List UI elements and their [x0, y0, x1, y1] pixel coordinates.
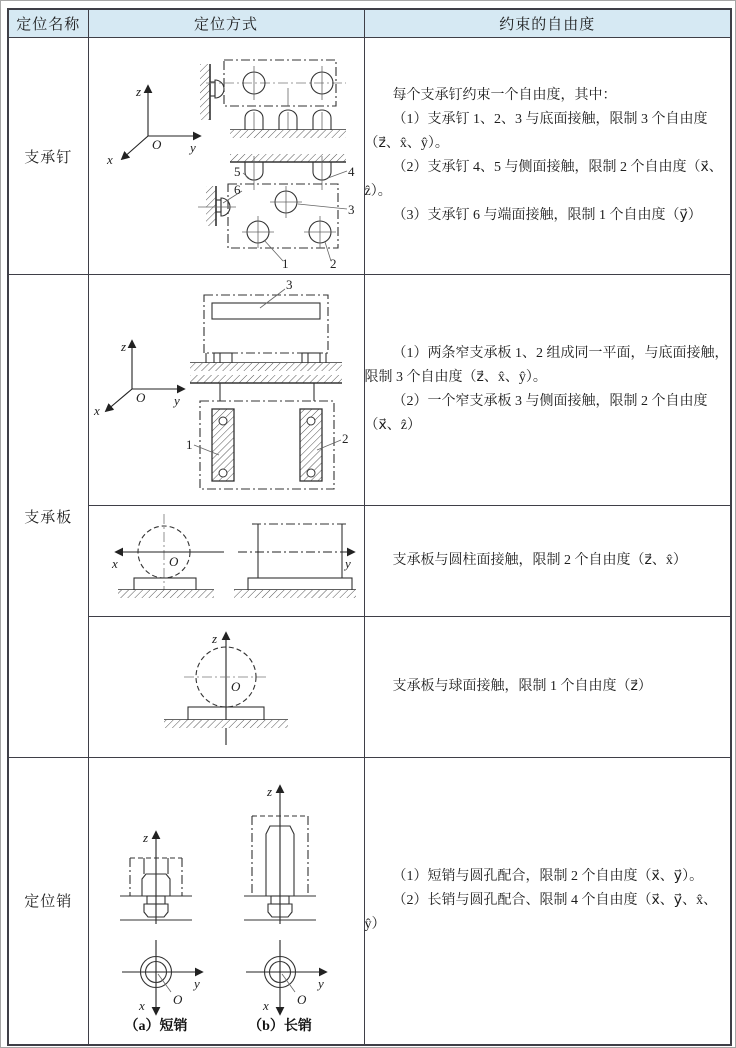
row-support-plate-sub2 [8, 506, 731, 617]
axis-x-label: x [94, 403, 100, 418]
axis-x-label: x [139, 997, 145, 1013]
plate-3-label: 3 [286, 277, 293, 292]
cylinder-on-plate-diagram [90, 508, 362, 614]
axis-z-label: z [143, 829, 149, 845]
row-support-pin [8, 38, 731, 275]
pin-1-label: 1 [282, 256, 289, 271]
support-plate-diagram-cell-2 [88, 506, 364, 617]
support-plate-text-cell-2 [364, 506, 731, 617]
constraint-paragraph: （1）两条窄支承板 1、2 组成同一平面，与底面接触，限制 3 个自由度（z⃗、x̂、ŷ）。 [364, 345, 729, 385]
support-pin-text-cell [364, 38, 731, 275]
row-support-plate-sub1 [8, 275, 731, 506]
axis-z-label: z [121, 339, 127, 354]
side-view [190, 277, 342, 371]
origin-label: O [136, 390, 146, 405]
sphere-view [164, 631, 288, 745]
support-pin-name-cell: 支承钉 [8, 38, 88, 275]
constraint-paragraph: （2）长销与圆孔配合、限制 4 个自由度（x⃗、y⃗、x̂、ŷ） [364, 892, 718, 932]
constraint-paragraph: （1）短销与圆孔配合，限制 2 个自由度（x⃗、y⃗）。 [392, 868, 704, 884]
axis-y-label: y [190, 140, 196, 155]
header-row [8, 9, 731, 38]
short-pin-front-view [120, 830, 192, 924]
pin-number-labels [223, 164, 355, 271]
header-cell-method: 定位方式 [88, 9, 364, 38]
pin-3-label: 3 [348, 202, 355, 217]
plate-1-label: 1 [186, 437, 193, 452]
caption-long-pin: （b）长销 [248, 1018, 312, 1034]
constraint-paragraph: （1）支承钉 1、2、3 与底面接触，限制 3 个自由度（z⃗、x̂、ŷ）。 [364, 111, 708, 151]
pin-5-label: 5 [234, 164, 241, 179]
row-support-plate-sub3 [8, 617, 731, 758]
origin-label: O [297, 991, 307, 1007]
axis-y-label: y [174, 393, 180, 408]
front-view [200, 60, 346, 138]
support-plate-diagram-cell-1 [88, 275, 364, 506]
short-pin-top-view [122, 940, 202, 1034]
coordinate-axes [93, 339, 184, 418]
cylinder-end-view [111, 514, 224, 598]
sphere-on-plate-diagram [90, 619, 362, 755]
locating-pin-diagram-cell [88, 758, 364, 1045]
header-cell-name: 定位名称 [8, 9, 88, 38]
locating-pin-text-cell [364, 758, 731, 1045]
origin-label: O [231, 679, 241, 694]
pin-4-label: 4 [348, 164, 355, 179]
positioning-methods-table [7, 8, 732, 1046]
locating-pin-diagram [90, 762, 362, 1040]
axis-x-label: x [112, 556, 118, 571]
constraint-paragraph: （2）支承钉 4、5 与侧面接触，限制 2 个自由度（x⃗、ẑ）。 [364, 160, 723, 200]
plate-2-label: 2 [342, 431, 349, 446]
row-locating-pin [8, 758, 731, 1045]
pin-2-label: 2 [330, 256, 337, 271]
long-pin-front-view [244, 784, 316, 924]
axis-z-label: z [212, 631, 218, 646]
support-plate-text-cell-3 [364, 617, 731, 758]
axis-z-label: z [267, 783, 273, 799]
axis-y-label: y [345, 556, 351, 571]
header-cell-dof: 约束的自由度 [364, 9, 731, 38]
locating-pin-name-cell: 定位销 [8, 758, 88, 1045]
origin-label: O [152, 137, 162, 152]
axis-x-label: x [263, 997, 269, 1013]
axis-y-label: y [194, 975, 200, 991]
cylinder-side-view [234, 524, 356, 598]
origin-label: O [169, 554, 179, 569]
support-plate-diagram [90, 277, 362, 503]
constraint-paragraph: 支承板与球面接触，限制 1 个自由度（z⃗） [392, 678, 652, 694]
axis-y-label: y [318, 975, 324, 991]
constraint-paragraph: 每个支承钉约束一个自由度，其中： [392, 87, 617, 103]
coordinate-axes [106, 84, 200, 167]
pin-6-label: 6 [234, 182, 241, 197]
caption-short-pin: （a）短销 [124, 1018, 188, 1034]
axis-x-label: x [107, 152, 113, 167]
constraint-paragraph: 支承板与圆柱面接触，限制 2 个自由度（z⃗、x̂） [392, 552, 687, 568]
support-plate-text-cell-1 [364, 275, 731, 506]
origin-label: O [173, 991, 183, 1007]
constraint-paragraph: （3）支承钉 6 与端面接触，限制 1 个自由度（y⃗） [392, 208, 702, 224]
support-plate-name-cell: 支承板 [8, 275, 88, 758]
under-view [186, 375, 349, 489]
support-plate-diagram-cell-3 [88, 617, 364, 758]
top-view [198, 154, 346, 248]
long-pin-top-view [246, 940, 326, 1034]
constraint-paragraph: （2）一个窄支承板 3 与侧面接触，限制 2 个自由度（x⃗、ẑ） [364, 394, 708, 434]
axis-z-label: z [136, 84, 142, 99]
support-pin-diagram-cell [88, 38, 364, 275]
support-pin-diagram [90, 40, 362, 272]
